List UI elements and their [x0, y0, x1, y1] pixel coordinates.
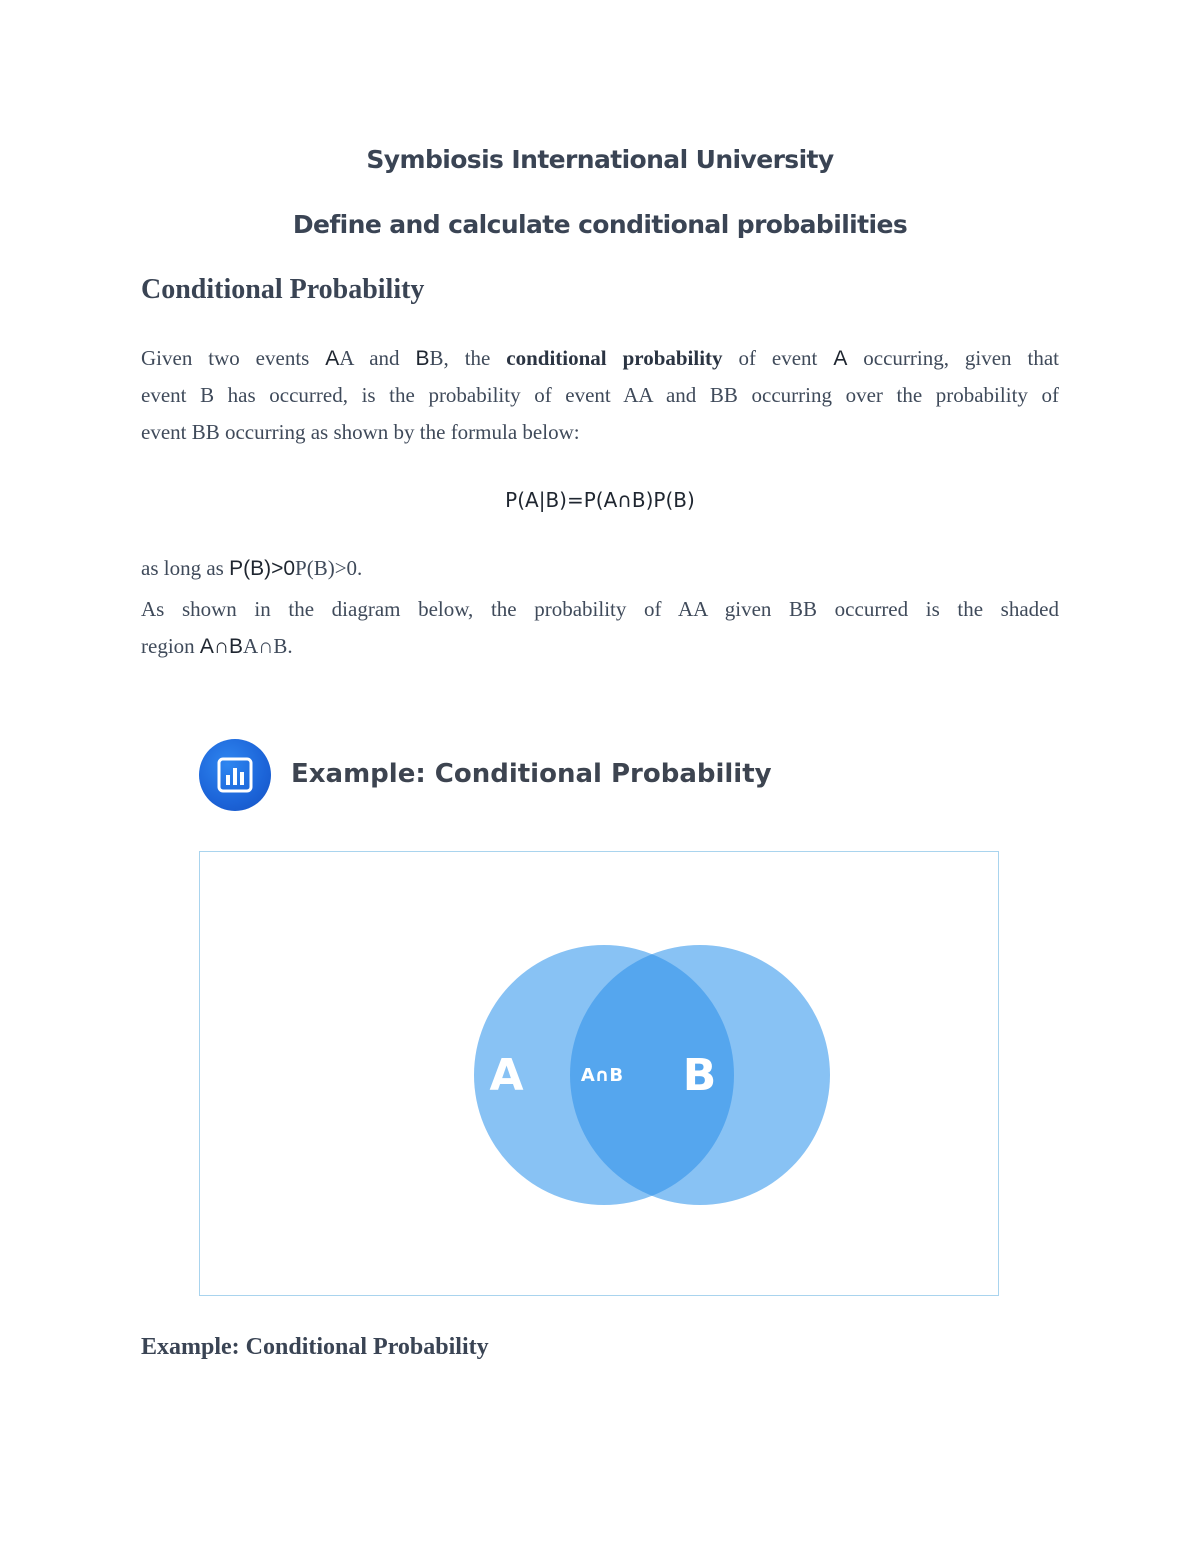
math-run: A∩B — [199, 635, 244, 658]
label-a: A — [489, 1050, 524, 1101]
text-run: region — [141, 634, 200, 658]
bar-chart-icon — [217, 757, 253, 793]
text-run: as long as — [141, 556, 230, 580]
university-title: Symbiosis International University — [366, 145, 834, 174]
text-run: B, the — [429, 346, 507, 370]
text-run: occurring, given that — [847, 346, 1059, 370]
text-run: of event — [722, 346, 834, 370]
math-run: A — [833, 347, 848, 370]
math-run: P(B)>0 — [229, 557, 296, 580]
definition-paragraph — [141, 340, 1059, 451]
bar-chart-badge — [199, 739, 271, 811]
paragraph-line: As shown in the diagram below, the probability of AA given BB occurred is the shaded — [141, 597, 1059, 621]
venn-diagram-frame — [199, 851, 999, 1296]
diagram-paragraph — [141, 591, 1059, 665]
paragraph-line — [141, 628, 1059, 665]
text-run: A and — [339, 346, 416, 370]
math-run: B — [415, 347, 430, 370]
condition-line — [141, 556, 362, 581]
conditional-probability-formula: P(A|B)=P(A∩B)P(B) — [505, 488, 695, 512]
paragraph-line: event B has occurred, is the probability of event AA and BB occurring over the probability of — [141, 383, 1059, 407]
text-run: Given two events — [141, 346, 326, 370]
bold-term: conditional probability — [506, 346, 723, 370]
text-run: A∩B. — [243, 634, 293, 658]
label-b: B — [682, 1050, 717, 1101]
paragraph-line: event BB occurring as shown by the formula below: — [141, 420, 580, 444]
document-subtitle: Define and calculate conditional probabilities — [292, 210, 908, 239]
example-heading: Example: Conditional Probability — [141, 1334, 489, 1360]
label-intersection: A∩B — [580, 1065, 624, 1086]
section-heading: Conditional Probability — [141, 274, 425, 305]
paragraph-line — [141, 340, 1059, 377]
math-run: A — [325, 347, 340, 370]
figure-title: Example: Conditional Probability — [291, 759, 772, 789]
text-run: P(B)>0. — [295, 556, 363, 580]
